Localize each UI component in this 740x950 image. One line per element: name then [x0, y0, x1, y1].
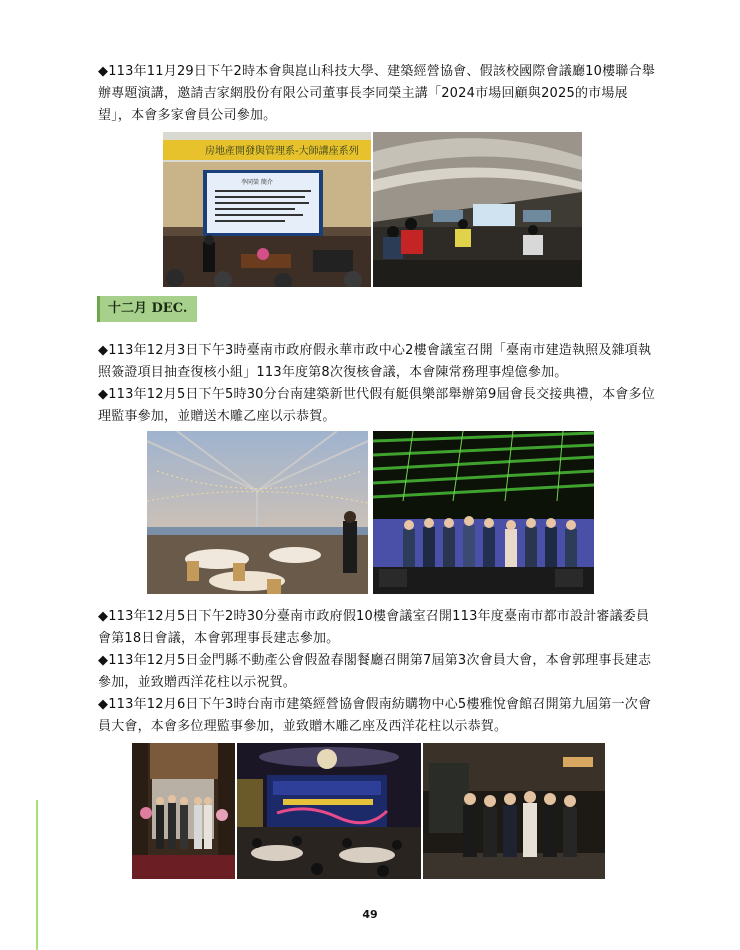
page-number: 49 — [362, 908, 378, 921]
photo-banquet-hall — [237, 743, 421, 879]
paragraph-lecture: ◆113年11月29日下午2時本會與崑山科技大學、建築經營協會、假該校國際會議廳10樓聯合舉辦專題演講，邀請吉家網股份有限公司董事長李同榮主講「2024市場回顧與2025的市場展望」，本會多家會員公司參加。 — [98, 64, 655, 123]
slide-title: 李同榮 簡介 — [241, 179, 273, 186]
photo-yacht-club-tent — [147, 431, 368, 594]
paragraph-urban-design: ◆113年12月5日下午2時30分臺南市政府假10樓會議室召開113年度臺南市都市設計審議委員會第18日會議，本會郭理事長建志參加。 — [98, 609, 650, 646]
photo-lecture-stage — [163, 132, 371, 287]
photo-lecture-audience — [373, 132, 582, 287]
month-heading: 十二月 DEC. — [97, 296, 197, 322]
banner-text: 房地產開發與管理系-大師講座系列 — [205, 146, 359, 157]
paragraph-kinmen: ◆113年12月5日金門縣不動產公會假盈春閣餐廳召開第7屆第3次會員大會，本會郭理事長建志參加，並致贈西洋花柱以示祝賀。 — [98, 653, 652, 690]
paragraph-review-meeting: ◆113年12月3日下午3時臺南市政府假永華市政中心2樓會議室召開「臺南市建造執照及雜項執照簽證項目抽查復核小組」113年度第8次復核會議，本會陳常務理事煌億參加。 — [98, 343, 652, 380]
paragraph-yacht-club: ◆113年12月5日下午5時30分台南建築新世代假有艇俱樂部舉辦第9屆會長交接典禮，本會多位理監事參加，並贈送木雕乙座以示恭賀。 — [98, 387, 655, 424]
photo-yacht-club-stage — [373, 431, 594, 594]
photo-meeting-entrance — [132, 743, 235, 879]
paragraph-general-meeting: ◆113年12月6日下午3時台南市建築經營協會假南紡購物中心5樓雅悅會館召開第九屆第一次會員大會，本會多位理監事參加，並致贈木雕乙座及西洋花柱以示恭賀。 — [98, 697, 652, 734]
left-margin-rule — [36, 800, 38, 950]
photo-group-members — [423, 743, 605, 879]
